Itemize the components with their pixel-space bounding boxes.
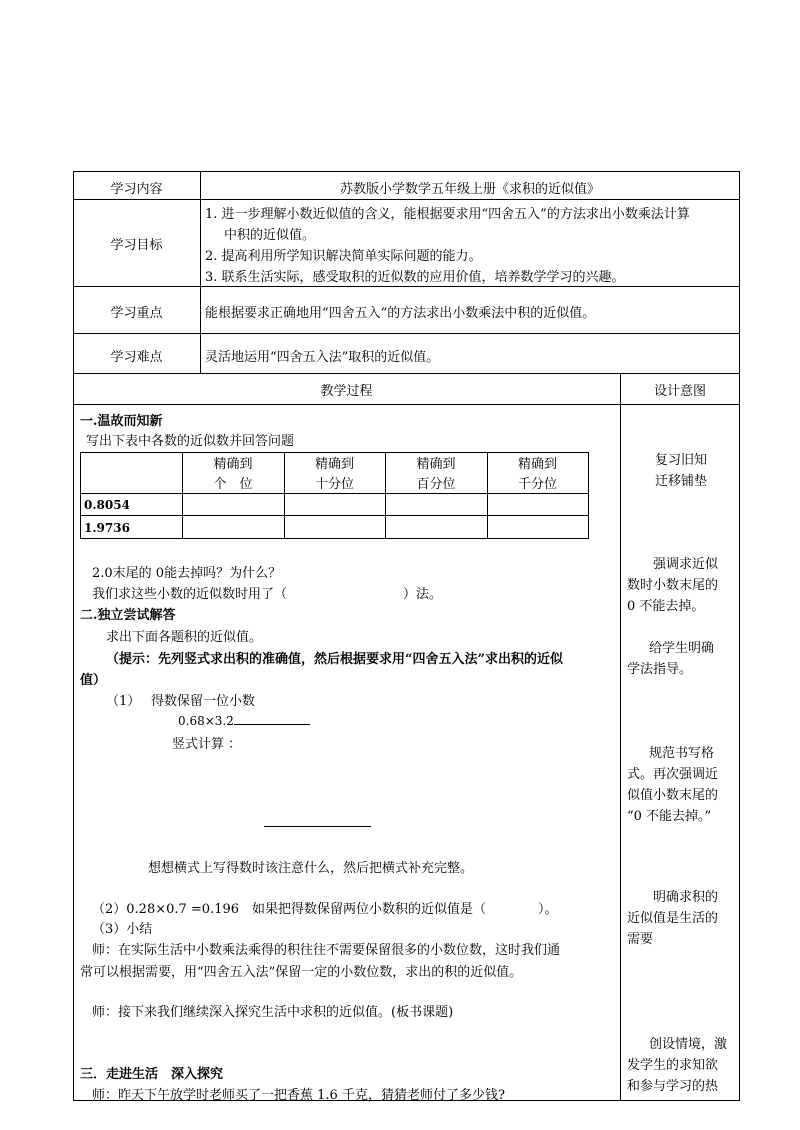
table-row-sep	[73, 199, 740, 200]
problem1-text: 得数保留一位小数	[151, 694, 256, 709]
section2-instruction: 求出下面各题积的近似值。	[106, 630, 263, 645]
header-intent: 设计意图	[653, 384, 706, 399]
label-goals: 学习目标	[110, 238, 163, 253]
goal-line: 中积的近似值。	[224, 228, 316, 243]
intent-block: 强调求近似 数时小数末尾的 0 不能去掉。	[627, 557, 719, 614]
key-text: 能根据要求正确地用“四舍五入”的方法求出小数乘法中积的近似值。	[205, 306, 596, 321]
intent-block: 明确求积的 近似值是生活的 需要	[627, 890, 719, 947]
section1-q2: 我们求这些小数的近似数时用了（ ）法。	[92, 587, 443, 602]
problem3: （3）小结	[92, 922, 153, 937]
answer-blank	[234, 712, 310, 725]
intent-block: 规范书写格 式。再次强调近 似值小数末尾的 “0 不能去掉。”	[627, 746, 719, 824]
section1-title: 一.温故而知新	[80, 414, 163, 429]
intent-block: 创设情境，激 发学生的求知欲 和参与学习的热	[627, 1037, 728, 1094]
section1-instruction: 写出下表中各数的近似数并回答问题	[86, 434, 295, 449]
inner-header: 精确到 十分位	[314, 457, 354, 492]
problem2: （2）0.28×0.7 =0.196 如果把得数保留两位小数积的近似值是（ ）。	[92, 902, 558, 917]
course-title: 苏教版小学数学五年级上册《求积的近似值》	[339, 182, 600, 197]
goal-line: 1. 进一步理解小数近似值的含义，能根据要求用“四舍五入”的方法求出小数乘法计算	[205, 207, 690, 222]
section2-hint: 值）	[80, 673, 107, 688]
inner-header: 精确到 千分位	[517, 457, 557, 492]
table-border-right	[739, 171, 740, 1101]
think-text: 想想横式上写得数时该注意什么，然后把横式补充完整。	[148, 861, 474, 876]
label-content: 学习内容	[110, 182, 163, 197]
goal-line: 3. 联系生活实际，感受取积的近似数的应用价值，培养数学学习的兴趣。	[205, 270, 625, 285]
summary-line: 师：在实际生活中小数乘法乘得的积往往不需要保留很多的小数位数，这时我们通	[92, 943, 561, 958]
table-border-top	[73, 171, 740, 172]
summary-line: 常可以根据需要，用“四舍五入法”保留一定的小数位数，求出的积的近似值。	[80, 965, 523, 980]
intent-block: 复习旧知 迁移铺垫	[655, 453, 708, 489]
next-line: 师：接下来我们继续深入探究生活中求积的近似值。(板书课题)	[92, 1005, 454, 1020]
inner-header: 精确到 百分位	[416, 457, 456, 492]
problem1-expr: 0.68×3.2	[178, 712, 310, 728]
label-key: 学习重点	[110, 306, 163, 321]
difficulty-text: 灵活地运用“四舍五入法”取积的近似值。	[205, 350, 440, 365]
section3-line1: 师：昨天下午放学时老师买了一把香蕉 1.6 千克，猜猜老师付了多少钱?	[92, 1088, 505, 1103]
label-difficulty: 学习难点	[110, 350, 163, 365]
inner-row-label: 1.9736	[84, 521, 130, 535]
intent-block: 给学生明确 学法指导。	[627, 641, 715, 677]
vertical-calc-rule	[264, 826, 371, 827]
inner-header: 精确到 个 位	[213, 457, 253, 492]
section2-title: 二.独立尝试解答	[80, 608, 176, 623]
vertical-calc-label: 竖式计算 ：	[172, 737, 242, 752]
table-row-sep	[73, 286, 740, 287]
table-row-sep	[73, 373, 740, 374]
problem1-number: （1）	[106, 694, 141, 709]
header-process: 教学过程	[320, 384, 373, 399]
table-row-sep	[73, 333, 740, 334]
inner-row-label: 0.8054	[84, 498, 130, 512]
table-col-sep-upper	[200, 171, 201, 373]
section1-q1: 2.0末尾的 0能去掉吗？为什么？	[92, 566, 282, 581]
section3-title: 三．走进生活 深入探究	[80, 1067, 224, 1082]
table-row-sep	[73, 404, 740, 405]
section2-hint: （提示：先列竖式求出积的准确值，然后根据要求用“四舍五入法”求出积的近似	[106, 652, 563, 667]
table-col-sep-lower	[620, 373, 621, 1101]
goal-line: 2. 提高利用所学知识解决简单实际问题的能力。	[205, 249, 482, 264]
